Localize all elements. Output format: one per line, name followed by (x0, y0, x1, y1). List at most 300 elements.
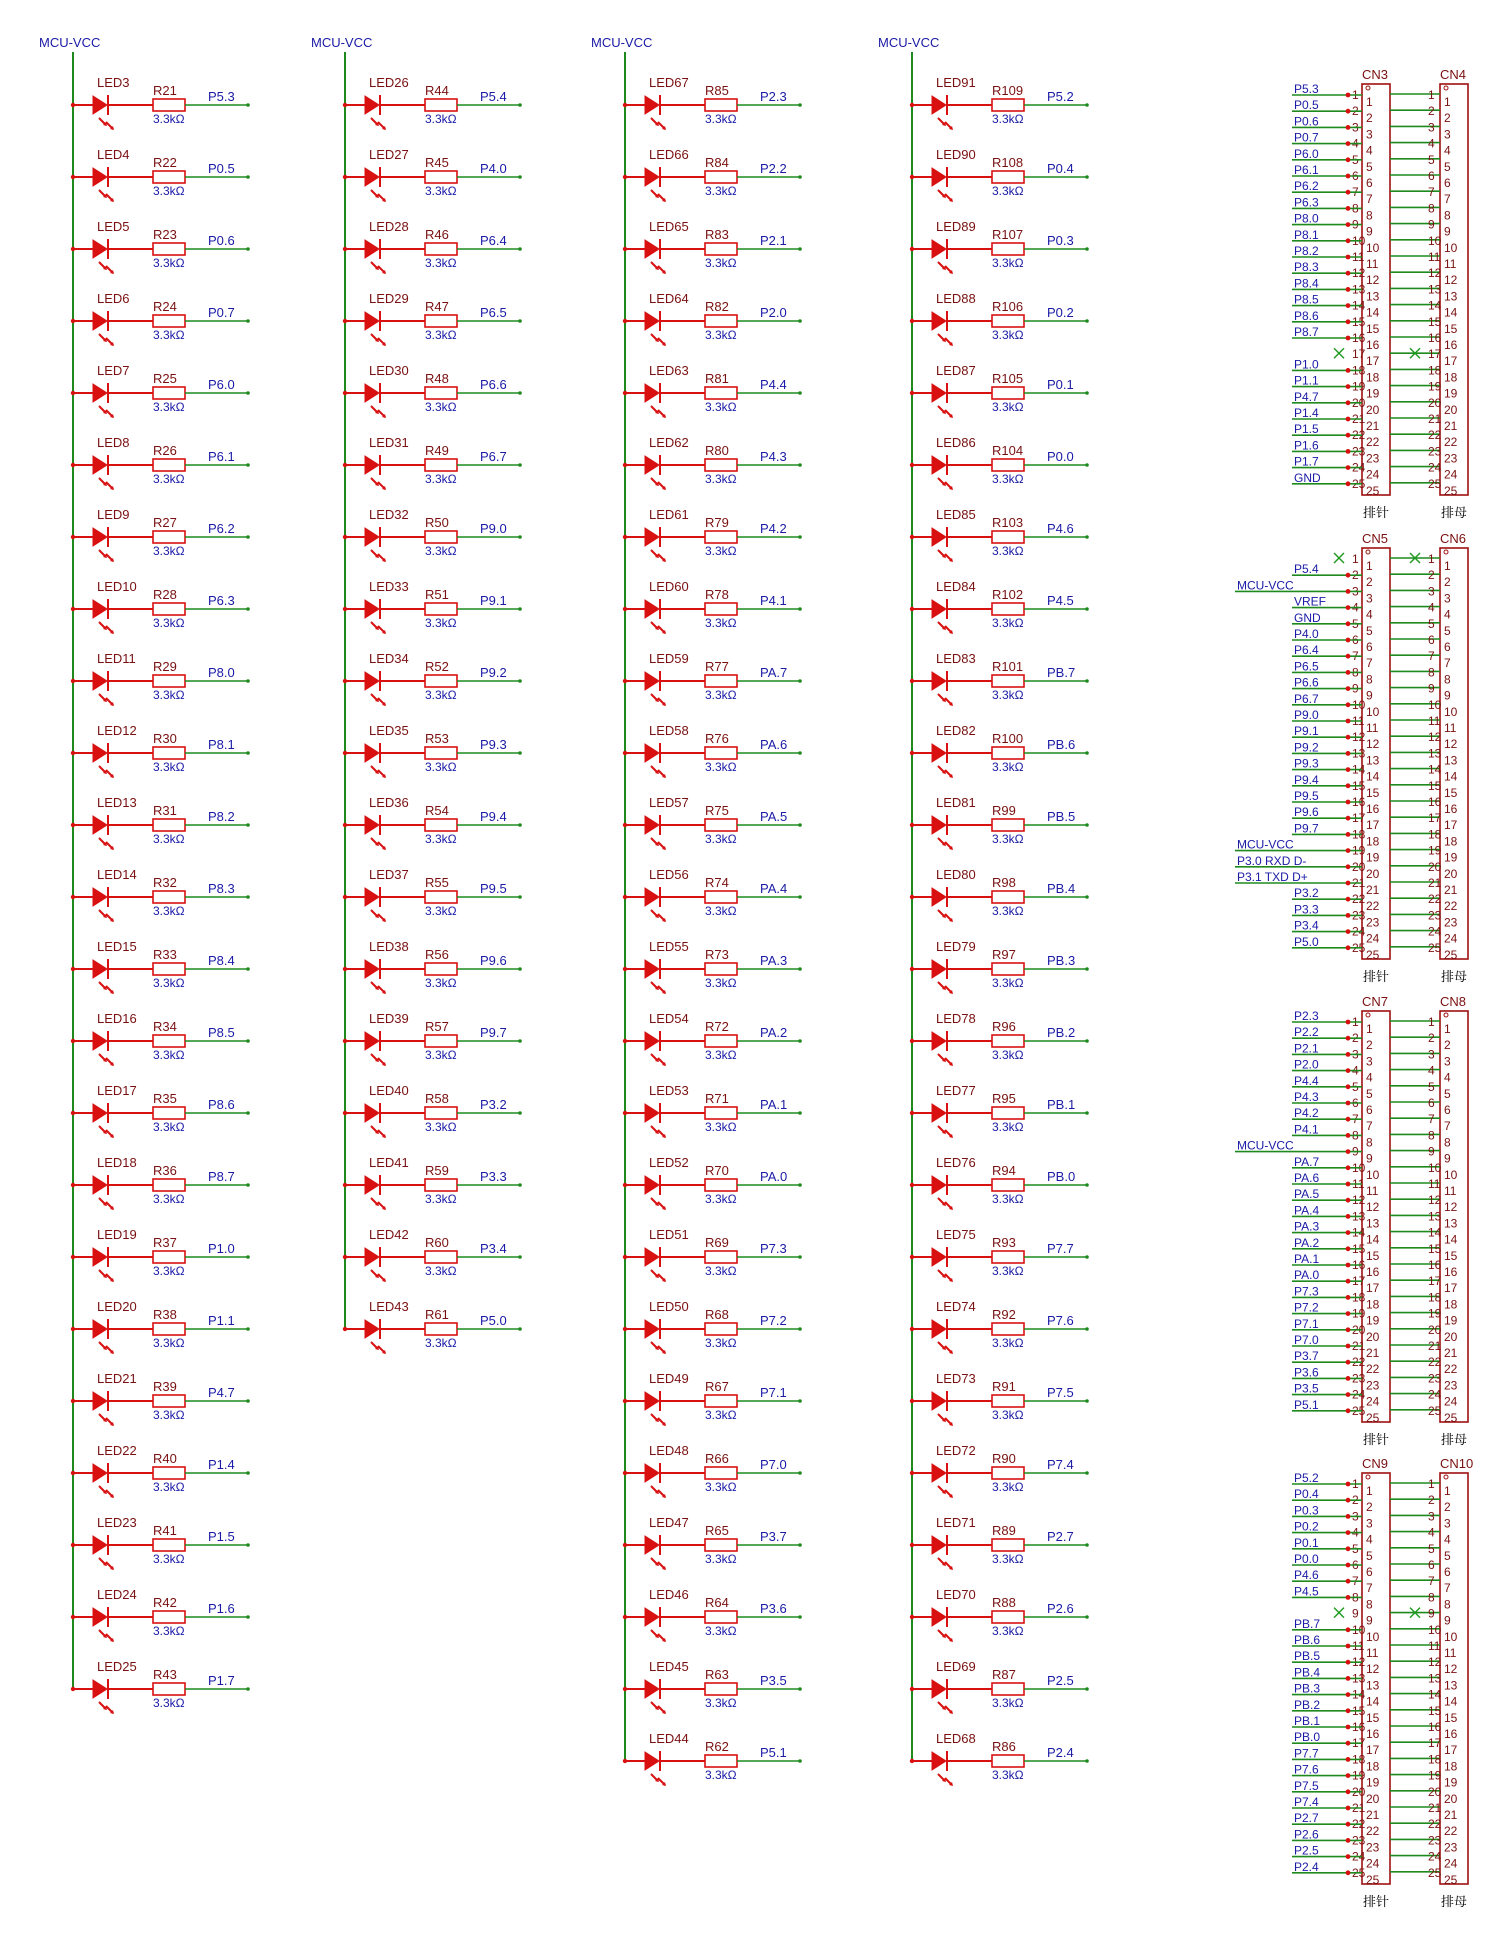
resistor-value: 3.3kΩ (153, 112, 185, 126)
socket-pin-outer-number: 11 (1428, 714, 1441, 728)
led-triangle (645, 240, 659, 258)
pin-dot (1346, 654, 1351, 659)
led-refdes: LED72 (936, 1443, 976, 1458)
header-pin-outer-number: 4 (1352, 1525, 1359, 1540)
pin-dot (1346, 157, 1351, 162)
led-refdes: LED5 (97, 219, 130, 234)
resistor-value: 3.3kΩ (705, 184, 737, 198)
header-pin-outer-number: 18 (1352, 1290, 1366, 1305)
net-end-dot (246, 823, 250, 827)
led-row (910, 1443, 1089, 1498)
pin-net-label: PB.7 (1294, 1616, 1321, 1631)
led-refdes: LED25 (97, 1659, 137, 1674)
led-refdes: LED16 (97, 1011, 137, 1026)
junction-dot (71, 1039, 75, 1043)
header-pin-outer-number: 16 (1352, 1258, 1366, 1272)
header-pin-number: 25 (1366, 1872, 1380, 1887)
socket-pin-number: 12 (1444, 1200, 1458, 1215)
socket-pin-number: 19 (1444, 850, 1458, 865)
pin-dot (1346, 481, 1351, 486)
led-refdes: LED60 (649, 579, 689, 594)
socket-pin-number: 24 (1444, 467, 1458, 482)
junction-dot (343, 1111, 347, 1115)
socket-pin-number: 21 (1444, 1346, 1458, 1360)
header-pin-outer-number: 21 (1352, 412, 1366, 426)
junction-dot (343, 823, 347, 827)
pin1-marker (1444, 550, 1448, 554)
net-end-dot (246, 1615, 250, 1619)
net-end-dot (518, 391, 522, 395)
resistor-body (153, 1179, 185, 1191)
resistor-value: 3.3kΩ (992, 472, 1024, 486)
socket-pin-outer-number: 22 (1428, 892, 1442, 907)
pin-dot (1346, 913, 1351, 918)
net-end-dot (798, 1759, 802, 1763)
header-pin-outer-number: 6 (1352, 1096, 1359, 1110)
socket-pin-outer-number: 20 (1428, 395, 1442, 410)
junction-dot (71, 1327, 75, 1331)
led-row (623, 579, 802, 634)
resistor-body (705, 1467, 737, 1479)
resistor-body (705, 1683, 737, 1695)
pin-dot (1346, 1311, 1351, 1316)
header-pin-number: 25 (1366, 1410, 1380, 1425)
led-refdes: LED82 (936, 723, 976, 738)
header-pin-number: 25 (1366, 947, 1380, 962)
resistor-value: 3.3kΩ (992, 328, 1024, 342)
socket-pin-outer-number: 11 (1428, 1177, 1441, 1191)
pin-dot (1346, 1806, 1351, 1811)
led-refdes: LED85 (936, 507, 976, 522)
header-pin-number: 24 (1366, 467, 1380, 482)
socket-pin-outer-number: 1 (1428, 1015, 1435, 1029)
resistor-value: 3.3kΩ (992, 1696, 1024, 1710)
led-refdes: LED36 (369, 795, 409, 810)
led-row (71, 435, 250, 490)
socket-pin-outer-number: 15 (1428, 314, 1442, 329)
resistor-body (425, 1323, 457, 1335)
net-end-dot (246, 1327, 250, 1331)
led-triangle (93, 96, 107, 114)
resistor-body (705, 891, 737, 903)
pin-net-label: P4.2 (1294, 1106, 1319, 1121)
led-column-1 (39, 35, 250, 1714)
net-label: P2.0 (760, 305, 787, 320)
net-end-dot (798, 535, 802, 539)
led-row (623, 219, 802, 274)
resistor-value: 3.3kΩ (705, 400, 737, 414)
net-label: PB.3 (1047, 953, 1076, 968)
header-pin-outer-number: 9 (1352, 1144, 1359, 1159)
header-pin-outer-number: 13 (1352, 1209, 1366, 1224)
pin-dot (1346, 1644, 1351, 1649)
socket-pin-number: 10 (1444, 240, 1458, 255)
header-pin-number: 6 (1366, 1103, 1373, 1117)
net-end-dot (798, 679, 802, 683)
resistor-refdes: R74 (705, 875, 729, 890)
header-pin-outer-number: 8 (1352, 665, 1359, 680)
resistor-body (153, 1323, 185, 1335)
header-pin-number: 15 (1366, 321, 1380, 336)
led-triangle (365, 1248, 379, 1266)
socket-pin-outer-number: 8 (1428, 1590, 1435, 1605)
resistor-value: 3.3kΩ (153, 1552, 185, 1566)
socket-pin-outer-number: 24 (1428, 1387, 1442, 1402)
header-pin-number: 14 (1366, 305, 1380, 320)
junction-dot (910, 319, 914, 323)
led-refdes: LED27 (369, 147, 409, 162)
led-row (71, 507, 250, 562)
net-label: P2.7 (1047, 1529, 1074, 1544)
socket-pin-outer-number: 19 (1428, 379, 1442, 394)
pin-net-label: PB.6 (1294, 1633, 1321, 1647)
socket-pin-outer-number: 22 (1428, 428, 1442, 443)
net-end-dot (246, 1471, 250, 1475)
pin-dot (1346, 1708, 1351, 1713)
led-refdes: LED49 (649, 1371, 689, 1386)
header-pin-outer-number: 8 (1352, 1128, 1359, 1143)
resistor-value: 3.3kΩ (425, 472, 457, 486)
led-row (910, 291, 1089, 346)
socket-pin-number: 17 (1444, 818, 1458, 833)
socket-pin-number: 25 (1444, 1410, 1458, 1425)
led-row (623, 1011, 802, 1066)
net-end-dot (798, 247, 802, 251)
socket-pin-outer-number: 1 (1428, 552, 1435, 566)
resistor-body (153, 99, 185, 111)
resistor-value: 3.3kΩ (992, 1552, 1024, 1566)
resistor-value: 3.3kΩ (425, 328, 457, 342)
pin-net-label: P0.5 (1294, 98, 1319, 113)
led-triangle (93, 1104, 107, 1122)
pin-dot (1346, 1101, 1351, 1106)
resistor-body (992, 1683, 1024, 1695)
pin-dot (1346, 638, 1351, 643)
pin-net-label: P3.2 (1294, 886, 1319, 901)
junction-dot (343, 1039, 347, 1043)
socket-pin-number: 5 (1444, 1086, 1451, 1101)
socket-pin-outer-number: 24 (1428, 924, 1442, 939)
resistor-value: 3.3kΩ (705, 472, 737, 486)
led-triangle (645, 888, 659, 906)
resistor-value: 3.3kΩ (153, 544, 185, 558)
socket-pin-outer-number: 11 (1428, 250, 1441, 264)
resistor-value: 3.3kΩ (705, 904, 737, 918)
pin-dot (1346, 1052, 1351, 1057)
socket-pin-outer-number: 5 (1428, 152, 1435, 167)
mcu-vcc-label: MCU-VCC (878, 35, 940, 50)
header-pin-outer-number: 3 (1352, 1047, 1359, 1062)
pin-dot (1346, 1214, 1351, 1219)
resistor-refdes: R88 (992, 1595, 1016, 1610)
resistor-refdes: R73 (705, 947, 729, 962)
led-triangle (932, 600, 946, 618)
pin-dot (1346, 1595, 1351, 1600)
led-refdes: LED33 (369, 579, 409, 594)
pin-net-label: P8.7 (1294, 325, 1319, 339)
net-label: P1.5 (208, 1529, 235, 1544)
resistor-refdes: R77 (705, 659, 729, 674)
resistor-refdes: R107 (992, 227, 1024, 242)
header-pin-outer-number: 16 (1352, 1720, 1366, 1734)
header-pin-number: 17 (1366, 818, 1380, 833)
header-pin-number: 6 (1366, 176, 1373, 190)
net-end-dot (798, 1327, 802, 1331)
resistor-body (992, 747, 1024, 759)
header-pin-number: 20 (1366, 1791, 1380, 1806)
led-row (623, 1659, 802, 1714)
header-pin-outer-number: 25 (1352, 1865, 1366, 1880)
header-refdes: CN7 (1362, 994, 1389, 1009)
socket-pin-outer-number: 5 (1428, 1541, 1435, 1556)
socket-pin-outer-number: 12 (1428, 730, 1442, 745)
net-label: P2.2 (760, 161, 787, 176)
net-end-dot (518, 1183, 522, 1187)
socket-pin-outer-number: 21 (1428, 876, 1442, 890)
net-end-dot (246, 679, 250, 683)
socket-pin-number: 22 (1444, 435, 1458, 450)
socket-pin-number: 1 (1444, 1022, 1451, 1036)
led-triangle (365, 1320, 379, 1338)
resistor-refdes: R37 (153, 1235, 177, 1250)
net-label: P6.1 (208, 449, 235, 464)
led-row (623, 1227, 802, 1282)
resistor-body (992, 1611, 1024, 1623)
led-refdes: LED29 (369, 291, 409, 306)
led-refdes: LED9 (97, 507, 130, 522)
net-end-dot (246, 103, 250, 107)
pin-dot (1346, 1773, 1351, 1778)
pin-net-label: P3.4 (1294, 918, 1319, 933)
pin-dot (1346, 1838, 1351, 1843)
resistor-value: 3.3kΩ (705, 1480, 737, 1494)
socket-pin-outer-number: 9 (1428, 217, 1435, 232)
led-row (71, 1155, 250, 1210)
led-triangle (932, 1536, 946, 1554)
header-pin-number: 15 (1366, 1248, 1380, 1263)
net-end-dot (1085, 1759, 1089, 1763)
resistor-refdes: R94 (992, 1163, 1016, 1178)
header-pin-number: 19 (1366, 386, 1380, 401)
led-row (71, 939, 250, 994)
led-triangle (645, 384, 659, 402)
header-pin-outer-number: 1 (1352, 1015, 1359, 1029)
led-row (910, 1731, 1089, 1786)
header-pin-outer-number: 24 (1352, 460, 1366, 475)
header-pin-number: 1 (1366, 1484, 1373, 1498)
header-pin-outer-number: 20 (1352, 395, 1366, 410)
socket-pin-outer-number: 3 (1428, 1047, 1435, 1062)
pin-dot (1346, 897, 1351, 902)
resistor-body (425, 603, 457, 615)
socket-pin-number: 2 (1444, 1500, 1451, 1515)
resistor-body (705, 459, 737, 471)
led-refdes: LED7 (97, 363, 130, 378)
net-label: P5.4 (480, 89, 507, 104)
net-label: P6.6 (480, 377, 507, 392)
junction-dot (623, 895, 627, 899)
socket-pin-outer-number: 21 (1428, 412, 1442, 426)
pin-net-label: P5.0 (1294, 934, 1319, 949)
header-pin-number: 18 (1366, 1297, 1380, 1312)
led-refdes: LED74 (936, 1299, 976, 1314)
led-row (623, 1443, 802, 1498)
socket-pin-number: 13 (1444, 1678, 1458, 1693)
led-refdes: LED78 (936, 1011, 976, 1026)
socket-caption: 排母 (1441, 969, 1468, 984)
led-row (71, 651, 250, 706)
connector-cn5 (1235, 531, 1468, 984)
net-end-dot (518, 1111, 522, 1115)
pin-dot (1346, 751, 1351, 756)
pin-net-label: P6.7 (1294, 691, 1319, 706)
led-refdes: LED56 (649, 867, 689, 882)
pin-net-label: P1.4 (1294, 406, 1319, 420)
resistor-body (992, 1323, 1024, 1335)
resistor-body (425, 675, 457, 687)
net-end-dot (518, 679, 522, 683)
led-row (71, 795, 250, 850)
resistor-value: 3.3kΩ (992, 760, 1024, 774)
resistor-body (992, 315, 1024, 327)
pin-dot (1346, 1263, 1351, 1268)
led-refdes: LED3 (97, 75, 130, 90)
socket-pin-number: 9 (1444, 688, 1451, 703)
socket-pin-number: 22 (1444, 1362, 1458, 1377)
junction-dot (910, 175, 914, 179)
socket-pin-number: 23 (1444, 915, 1458, 930)
socket-pin-outer-number: 12 (1428, 266, 1442, 281)
socket-refdes: CN8 (1440, 994, 1467, 1009)
net-end-dot (1085, 823, 1089, 827)
led-row (910, 1155, 1089, 1210)
resistor-refdes: R54 (425, 803, 449, 818)
pin-net-label: P1.5 (1294, 422, 1319, 437)
led-triangle (365, 384, 379, 402)
resistor-value: 3.3kΩ (992, 616, 1024, 630)
header-pin-number: 22 (1366, 1824, 1380, 1839)
pin-dot (1346, 238, 1351, 243)
resistor-body (992, 387, 1024, 399)
header-pin-outer-number: 3 (1352, 120, 1359, 135)
socket-pin-outer-number: 7 (1428, 649, 1435, 664)
led-triangle (365, 960, 379, 978)
resistor-refdes: R93 (992, 1235, 1016, 1250)
net-label: P4.4 (760, 377, 787, 392)
net-end-dot (518, 319, 522, 323)
net-end-dot (1085, 1615, 1089, 1619)
junction-dot (71, 1471, 75, 1475)
net-end-dot (518, 967, 522, 971)
header-pin-outer-number: 22 (1352, 892, 1366, 907)
header-pin-number: 9 (1366, 1151, 1373, 1166)
header-refdes: CN9 (1362, 1456, 1389, 1471)
pin1-marker (1366, 86, 1370, 90)
resistor-value: 3.3kΩ (705, 976, 737, 990)
header-pin-outer-number: 18 (1352, 827, 1366, 842)
pin-net-label: P7.1 (1294, 1316, 1319, 1331)
led-row (623, 1371, 802, 1426)
led-row (71, 291, 250, 346)
junction-dot (623, 175, 627, 179)
resistor-refdes: R43 (153, 1667, 177, 1682)
resistor-value: 3.3kΩ (153, 688, 185, 702)
junction-dot (623, 1687, 627, 1691)
header-pin-outer-number: 20 (1352, 1784, 1366, 1799)
header-pin-outer-number: 22 (1352, 1817, 1366, 1832)
header-pin-number: 10 (1366, 240, 1380, 255)
resistor-value: 3.3kΩ (425, 112, 457, 126)
resistor-body (153, 1251, 185, 1263)
led-refdes: LED71 (936, 1515, 976, 1530)
resistor-body (153, 1035, 185, 1047)
led-triangle (93, 1320, 107, 1338)
header-pin-outer-number: 11 (1352, 250, 1365, 264)
pin-dot (1346, 125, 1351, 130)
led-row (910, 1227, 1089, 1282)
resistor-body (992, 1035, 1024, 1047)
socket-pin-number: 24 (1444, 1394, 1458, 1409)
resistor-value: 3.3kΩ (425, 1336, 457, 1350)
led-refdes: LED34 (369, 651, 409, 666)
header-pin-outer-number: 10 (1352, 1622, 1366, 1637)
header-pin-number: 7 (1366, 656, 1373, 671)
socket-pin-number: 16 (1444, 1727, 1458, 1741)
resistor-value: 3.3kΩ (992, 976, 1024, 990)
socket-pin-number: 18 (1444, 370, 1458, 385)
pin-dot (1346, 1149, 1351, 1154)
socket-pin-outer-number: 6 (1428, 1558, 1435, 1572)
led-row (623, 147, 802, 202)
net-label: P0.4 (1047, 161, 1074, 176)
led-refdes: LED84 (936, 579, 976, 594)
junction-dot (71, 1615, 75, 1619)
header-pin-outer-number: 11 (1352, 714, 1365, 728)
net-label: P3.3 (480, 1169, 507, 1184)
resistor-body (705, 171, 737, 183)
resistor-body (153, 531, 185, 543)
led-refdes: LED73 (936, 1371, 976, 1386)
led-row (343, 75, 522, 130)
junction-dot (343, 751, 347, 755)
net-label: P7.7 (1047, 1241, 1074, 1256)
pin-net-label: P4.1 (1294, 1122, 1319, 1137)
socket-pin-outer-number: 15 (1428, 778, 1442, 793)
resistor-refdes: R84 (705, 155, 729, 170)
header-pin-number: 4 (1366, 607, 1373, 622)
resistor-refdes: R87 (992, 1667, 1016, 1682)
header-pin-number: 10 (1366, 704, 1380, 719)
led-triangle (932, 96, 946, 114)
header-pin-outer-number: 12 (1352, 266, 1366, 281)
pin-dot (1346, 1822, 1351, 1827)
led-row (910, 939, 1089, 994)
header-caption: 排针 (1363, 969, 1390, 984)
led-refdes: LED61 (649, 507, 689, 522)
led-refdes: LED67 (649, 75, 689, 90)
resistor-value: 3.3kΩ (705, 1192, 737, 1206)
socket-pin-outer-number: 24 (1428, 460, 1442, 475)
socket-pin-number: 16 (1444, 1265, 1458, 1279)
header-pin-number: 16 (1366, 1727, 1380, 1741)
net-label: PA.4 (760, 881, 788, 896)
header-pin-number: 1 (1366, 95, 1373, 109)
net-label: P8.5 (208, 1025, 235, 1040)
net-end-dot (798, 1687, 802, 1691)
socket-pin-outer-number: 5 (1428, 1079, 1435, 1094)
junction-dot (623, 1039, 627, 1043)
pin-net-label: P3.1 TXD D+ (1237, 870, 1308, 884)
